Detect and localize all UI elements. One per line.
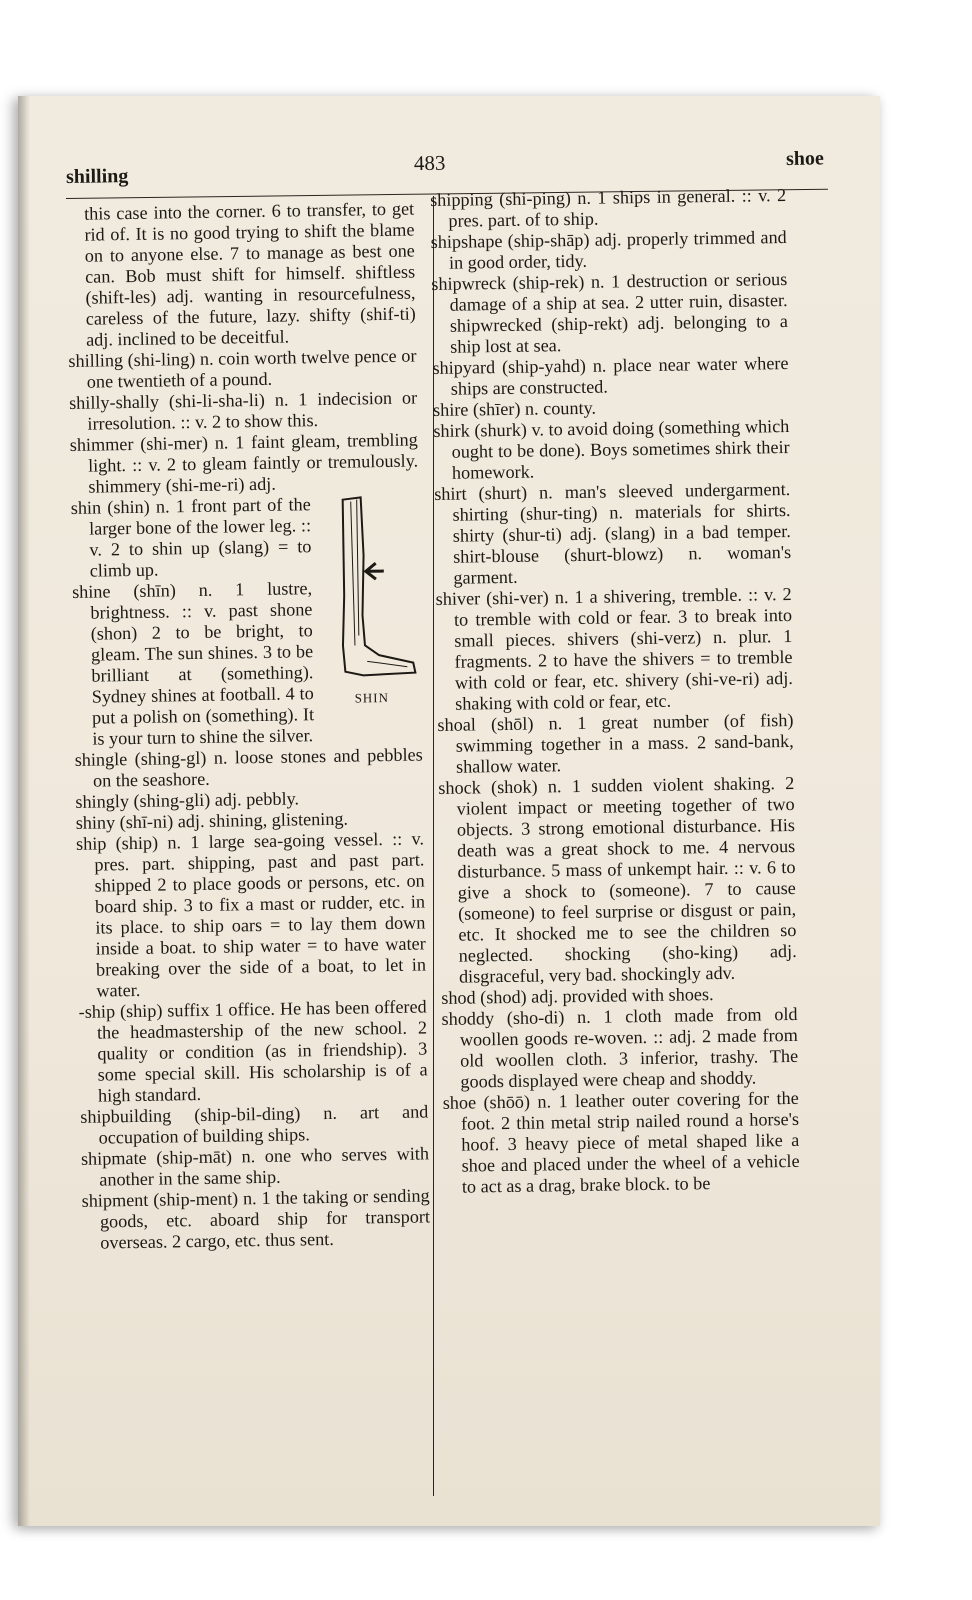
right-guide-word: shoe	[785, 147, 825, 170]
entry-shoal: shoal (shōl) n. 1 great number (of fish) swimming together in a mass. 2 sand-bank, shallow water.	[437, 709, 794, 777]
entry-shine: shine (shīn) n. 1 lustre, brightness. :: v. past shone (shon) 2 to be bright, to gleam. The sun shines. 3 to be brilliant at (something). Sydney shines at football. 4 to put a polish on (something). It is your turn to shine the silver.	[71, 578, 315, 749]
entry-ship: ship (ship) n. 1 large sea-going vessel. :: v. pres. part. shipping, past and past part. shipped 2 to place goods or persons, etc. on board ship. 3 to fix a mast or rudder, etc. in its place. to ship oars = to lay them down inside a boat. to ship water = to have water breaking over the side of a boat, to let in water.	[75, 828, 427, 1001]
leg-illustration-icon	[321, 495, 420, 684]
entry-shire: shire (shīer) n. county.	[432, 397, 597, 420]
page-header	[66, 145, 826, 192]
dictionary-page	[18, 96, 880, 1526]
entry-shipyard: shipyard (ship-yahd) n. place near water where ships are constructed.	[432, 353, 789, 399]
entry-ship-suffix: -ship (ship) suffix 1 office. He has been offered the headmastership of the new school. 2 quality or condition (as in friendship). 3 some special skill. His scholarship is of a high standard.	[78, 996, 428, 1106]
shin-figure	[319, 494, 422, 704]
entry-shoddy: shoddy (sho-di) n. 1 cloth made from old woollen goods re-woven. :: adj. 2 made from old woollen cloth. 3 inferior, trashy. The goods displayed were cheap and shoddy.	[441, 1003, 799, 1092]
entry-shipmate: shipmate (ship-māt) n. one who serves with another in the same ship.	[80, 1143, 430, 1190]
entry-shirk: shirk (shurk) v. to avoid doing (something which ought to be done). Boys sometimes shirk their homework.	[433, 416, 790, 483]
right-column	[430, 185, 800, 1198]
entry-shipment: shipment (ship-ment) n. 1 the taking or sending goods, etc. aboard ship for transport overseas. 2 cargo, etc. thus sent.	[81, 1185, 431, 1253]
left-guide-word: shilling	[65, 165, 129, 188]
entry-shimmer: shimmer (shi-mer) n. 1 faint gleam, trembling light. :: v. 2 to gleam faintly or tremulously. shimmery (shi-me-ri) adj.	[69, 429, 419, 497]
entry-shipwreck: shipwreck (ship-rek) n. 1 destruction or serious damage of a ship at sea. 2 utter ruin, disaster. shipwrecked (ship-rekt) adj. belonging to a ship lost at sea.	[431, 269, 789, 357]
entry-shipbuilding: shipbuilding (ship-bil-ding) n. art and occupation of building ships.	[80, 1101, 429, 1148]
entry-shirt: shirt (shurt) n. man's sleeved undergarment. shirting (shur-ting) n. materials for shirts. shirty (shur-ti) adj. (slang) in a bad temper. shirt-blouse (shurt-blowz) n. woman's garment.	[434, 479, 792, 588]
left-column	[66, 199, 430, 1254]
figure-caption: SHIN	[354, 689, 390, 706]
page-number: 483	[413, 150, 446, 176]
entry-shingle: shingle (shing-gl) n. loose stones and pebbles on the seashore.	[74, 744, 423, 791]
entry-shingly: shingly (shing-gli) adj. pebbly.	[75, 788, 300, 812]
entry-shoe: shoe (shōō) n. 1 leather outer covering for the foot. 2 thin metal strip nailed round a horse's hoof. 3 heavy piece of metal shaped like a shoe and placed under the wheel of a vehicle to act as a drag, brake block. to be	[442, 1087, 800, 1197]
entry-shipping: shipping (shi-ping) n. 1 ships in general. :: v. 2 pres. part. of to ship.	[430, 185, 787, 231]
entry-continuation: this case into the corner. 6 to transfer, to get rid of. It is no good trying to shift the blame on to anyone else. 7 to manage as best one can. Bob must shift for himself. shiftless (shift-les) adj. wanting in resourcefulness, careless of the future, lazy. shifty (shif-ti) adj. inclined to be deceitful.	[83, 198, 416, 350]
entry-shilly-shally: shilly-shally (shi-li-sha-li) n. 1 indecision or irresolution. :: v. 2 to show this.	[68, 387, 418, 434]
entry-shilling: shilling (shi-ling) n. coin worth twelve pence or one twentieth of a pound.	[68, 345, 417, 392]
entry-shock: shock (shok) n. 1 sudden violent shaking. 2 violent impact or meeting together of two objects. 3 strong emotional disturbance. His death was a great shock to me. 4 nervous disturbance. 5 mass of unkempt hair. :: v. 6 to give a shock to (someone). 7 to cause (someone) to feel surprise or disgust or pain, etc. It shocked me to see the children so neglected. shocking (sho-king) adj. disgraceful, very bad. shockingly adv.	[438, 772, 797, 987]
entry-shiny: shiny (shī-ni) adj. shining, glistening.	[75, 808, 349, 833]
entry-shin: shin (shin) n. 1 front part of the larger bone of the lower leg. :: v. 2 to shin up (slang) = to climb up.	[70, 494, 312, 581]
entry-shod: shod (shod) adj. provided with shoes.	[441, 984, 714, 1008]
entry-shipshape: shipshape (ship-shāp) adj. properly trimmed and in good order, tidy.	[430, 227, 787, 273]
entry-shiver: shiver (shi-ver) n. 1 a shivering, tremble. :: v. 2 to tremble with cold or fear. 3 to break into small pieces. shivers (shi-verz) n. plur. 1 fragments. 2 to have the shivers = to tremble with cold or fear, etc. shivery (shi-ve-ri) adj. shaking with cold or fear, etc.	[435, 583, 793, 714]
